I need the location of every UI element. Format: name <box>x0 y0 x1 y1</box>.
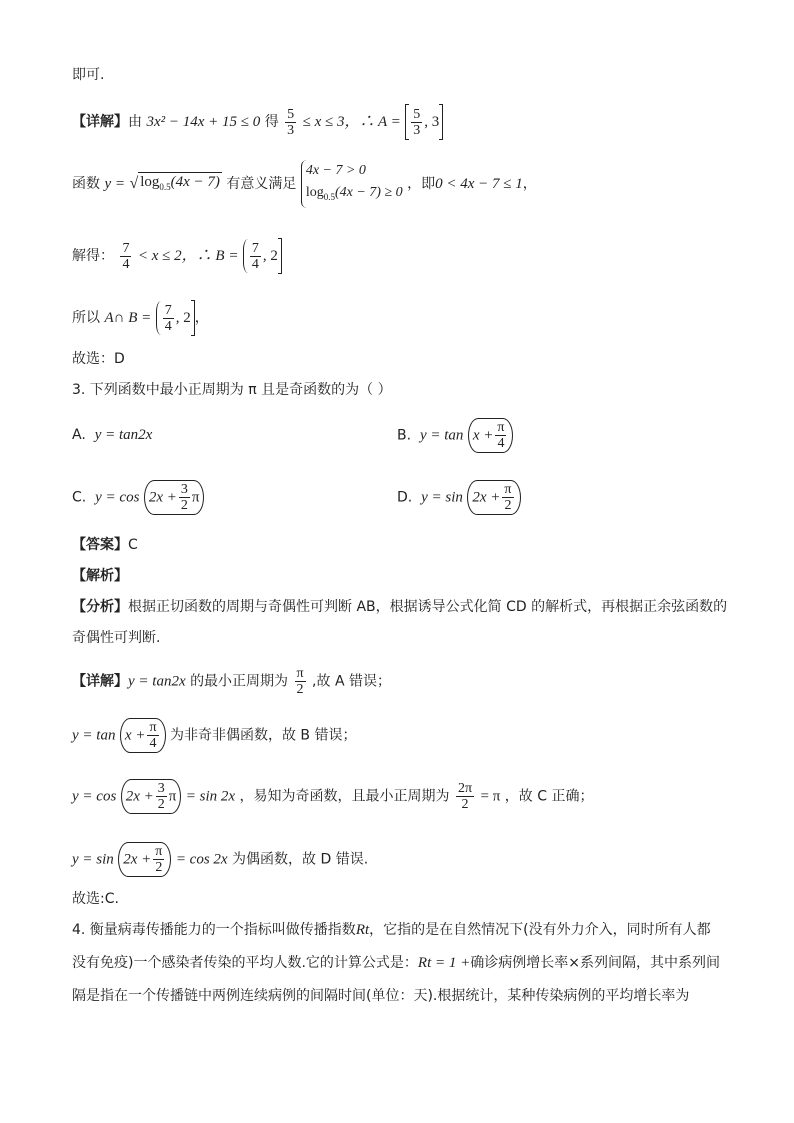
solve-line: 解得： $\frac{7}{4}$ < x ≤ 2，∴ B = $\frac{7}{4}$ , 2 <box>72 238 282 274</box>
question-4-line-2: 没有免疫)一个感染者传染的平均人数.它的计算公式是：Rt = 1 +确诊病例增长率×系列间隔，其中系列间 <box>72 955 720 971</box>
fraction: $\frac{5}{3}$ <box>287 106 295 138</box>
detail-2-line: 【详解】y = tan2x 的最小正周期为 $\frac{\pi}{2}$ ,故 A 错误； <box>72 666 391 697</box>
inequality-system: 4x − 7 > 0 $\log_{0.5}(4x - 7) \ge 0$ <box>301 160 403 208</box>
line-b: y = tan x + $\frac{\pi}{4}$ 为非奇非偶函数，故 B 错误； <box>72 720 357 751</box>
analyze-line-2: 奇偶性可判断. <box>72 630 161 646</box>
question-4-line-3: 隔是指在一个传播链中两例连续病例的间隔时间(单位：天).根据统计，某种传染病例的平均增长率为 <box>72 988 690 1004</box>
analyze-line-1: 【分析】根据正切函数的周期与奇偶性可判断 AB，根据诱导公式化简 CD 的解析式，再根据正余弦函数的 <box>72 599 728 615</box>
detail-label: 【详解】 <box>72 114 128 130</box>
so-line: 所以 A∩ B = $\frac{7}{4}$ , 2 ， <box>72 300 209 336</box>
option-b: B. y = tan x + $\frac{\pi}{4}$ <box>397 418 513 453</box>
option-c: C. y = cos 2x + $\frac{3}{2}$ π <box>72 480 204 515</box>
question-3-stem: 3. 下列函数中最小正周期为 π 且是奇函数的为（ ） <box>72 382 392 398</box>
answer-value: C <box>128 537 138 553</box>
question-4-line-1: 4. 衡量病毒传播能力的一个指标叫做传播指数Rt，它指的是在自然情况下(没有外力介入，同时所有人都 <box>72 922 711 938</box>
choice-line-2: 故选:C. <box>72 891 119 907</box>
detail-line-1: 【详解】由 3x² − 14x + 15 ≤ 0 得 $\frac{5}{3}$ ≤ x ≤ 3，∴ A = $\frac{5}{3}$ , 3 <box>72 104 443 140</box>
function-line: 函数 y = √ $\log_{0.5}(4x - 7)$ 有意义满足 4x − 7 > 0 $\log_{0.5}(4x - 7) \ge 0$ ，即0 < 4x − 7 ≤ 1， <box>72 160 537 208</box>
choice-line: 故选：D <box>72 351 125 367</box>
inequality: 3x² − 14x + 15 ≤ 0 <box>146 114 261 130</box>
line-c: y = cos 2x + $\frac{3}{2}$ π = sin 2x ，易知为奇函数，且最小正周期为 $\frac{2\pi}{2}$ = π ，故 C 正确； <box>72 781 594 812</box>
analysis-heading: 【解析】 <box>72 568 128 584</box>
answer-line: 【答案】C <box>72 537 138 553</box>
option-d: D. y = sin 2x + $\frac{\pi}{2}$ <box>397 480 521 515</box>
option-a: A. y = tan2x <box>72 427 153 443</box>
line-d: y = sin 2x + $\frac{\pi}{2}$ = cos 2x 为偶函数，故 D 错误. <box>72 844 369 875</box>
text-fragment: 即可. <box>72 67 105 83</box>
